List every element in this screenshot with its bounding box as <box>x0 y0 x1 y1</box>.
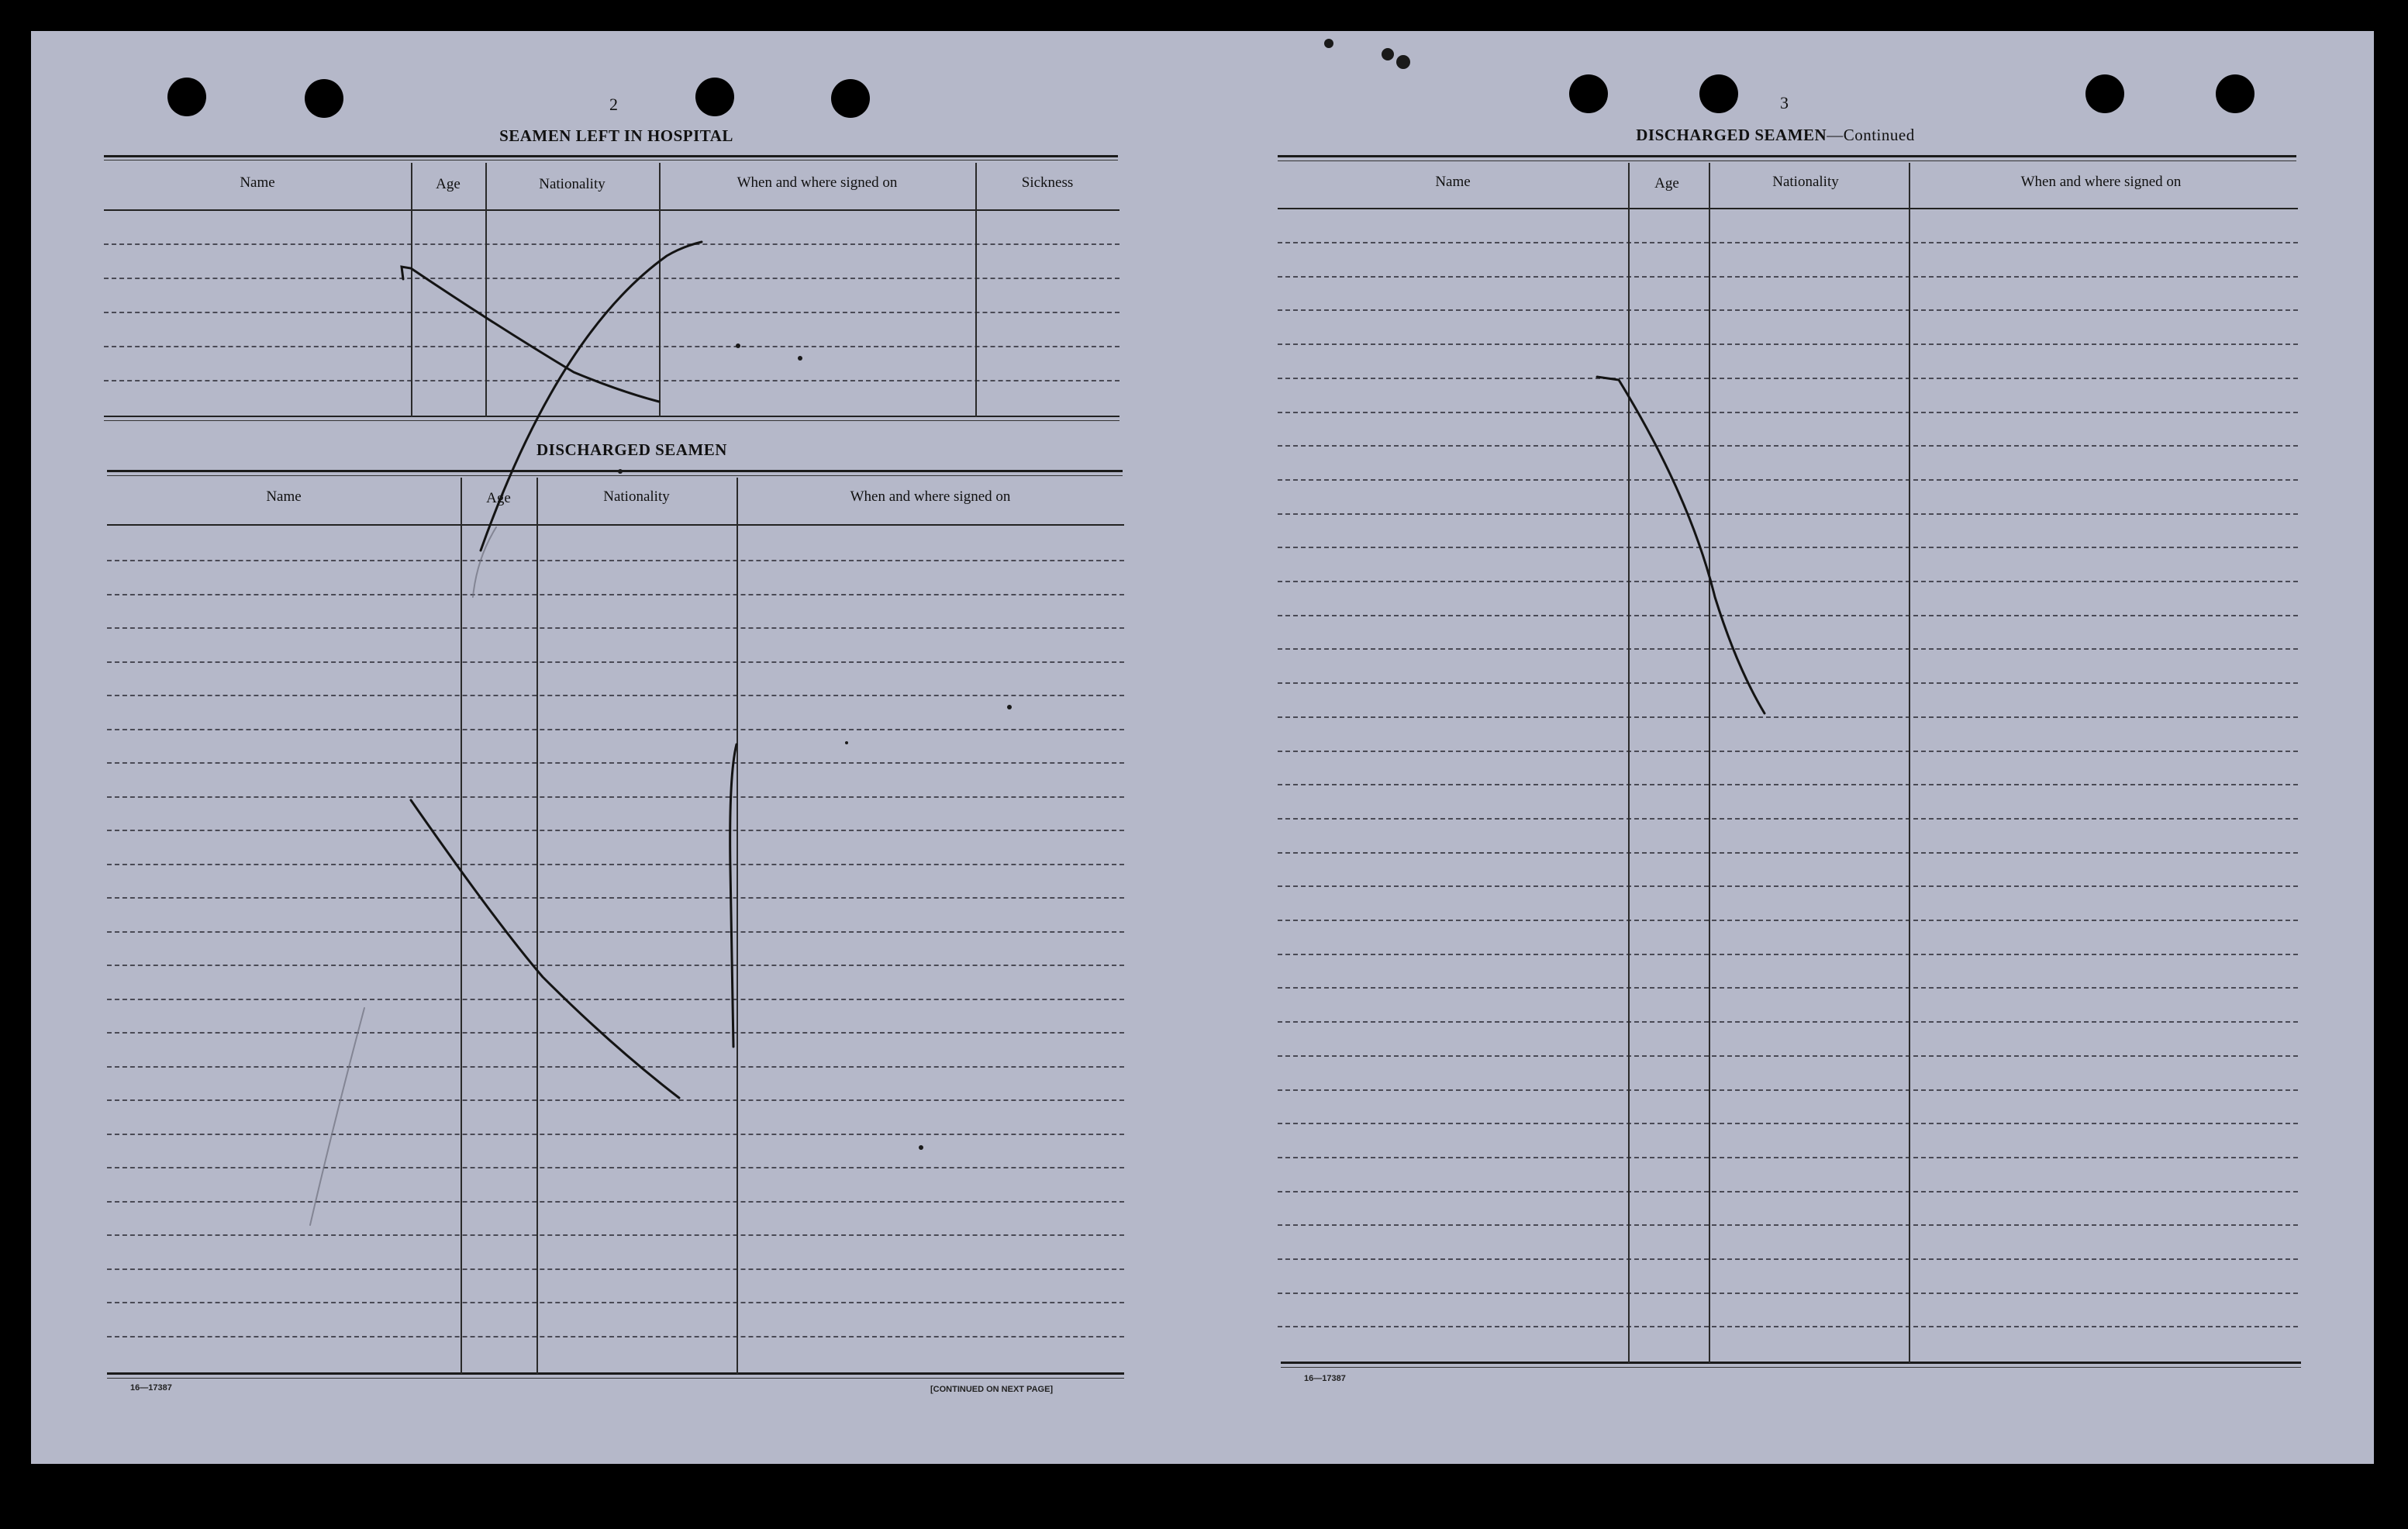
ink-speck <box>1324 39 1333 48</box>
column-header-name: Name <box>266 488 302 505</box>
column-header-name: Name <box>1435 174 1471 190</box>
ink-speck <box>798 356 802 361</box>
continued-note: [CONTINUED ON NEXT PAGE] <box>930 1385 1054 1394</box>
ink-speck <box>919 1145 923 1150</box>
column-header-age: Age <box>1654 175 1679 192</box>
column-header-signed-on: When and where signed on <box>850 488 1011 505</box>
ink-speck <box>618 469 623 474</box>
ink-speck <box>1396 55 1410 69</box>
pen-stroke <box>1597 377 1765 713</box>
page-number: 2 <box>609 95 618 114</box>
column-header-age: Age <box>486 490 511 506</box>
column-header-nationality: Nationality <box>603 488 670 505</box>
section-title-hospital: SEAMEN LEFT IN HOSPITAL <box>499 126 733 145</box>
column-header-name: Name <box>240 174 275 191</box>
column-header-nationality: Nationality <box>1772 174 1839 190</box>
ink-speck <box>1007 705 1012 709</box>
section-title-text: DISCHARGED SEAMEN <box>1636 126 1827 144</box>
ink-speck <box>1382 48 1394 60</box>
column-header-signed-on: When and where signed on <box>2020 174 2182 190</box>
ink-speck <box>845 741 848 744</box>
section-title-discharged: DISCHARGED SEAMEN <box>536 440 727 459</box>
form-code: 16—17387 <box>1304 1374 1346 1383</box>
section-title-suffix: —Continued <box>1827 126 1915 144</box>
faint-stroke <box>310 1008 364 1225</box>
ink-speck <box>736 343 740 348</box>
column-header-sickness: Sickness <box>1021 174 1074 191</box>
page-number: 3 <box>1780 93 1789 112</box>
column-header-age: Age <box>436 176 461 192</box>
pen-stroke <box>730 744 737 1047</box>
pen-stroke <box>481 242 702 551</box>
column-header-nationality: Nationality <box>539 176 605 192</box>
pen-stroke <box>402 267 659 402</box>
form-code: 16—17387 <box>130 1383 172 1393</box>
pen-stroke <box>411 800 679 1098</box>
column-header-signed-on: When and where signed on <box>737 174 898 191</box>
